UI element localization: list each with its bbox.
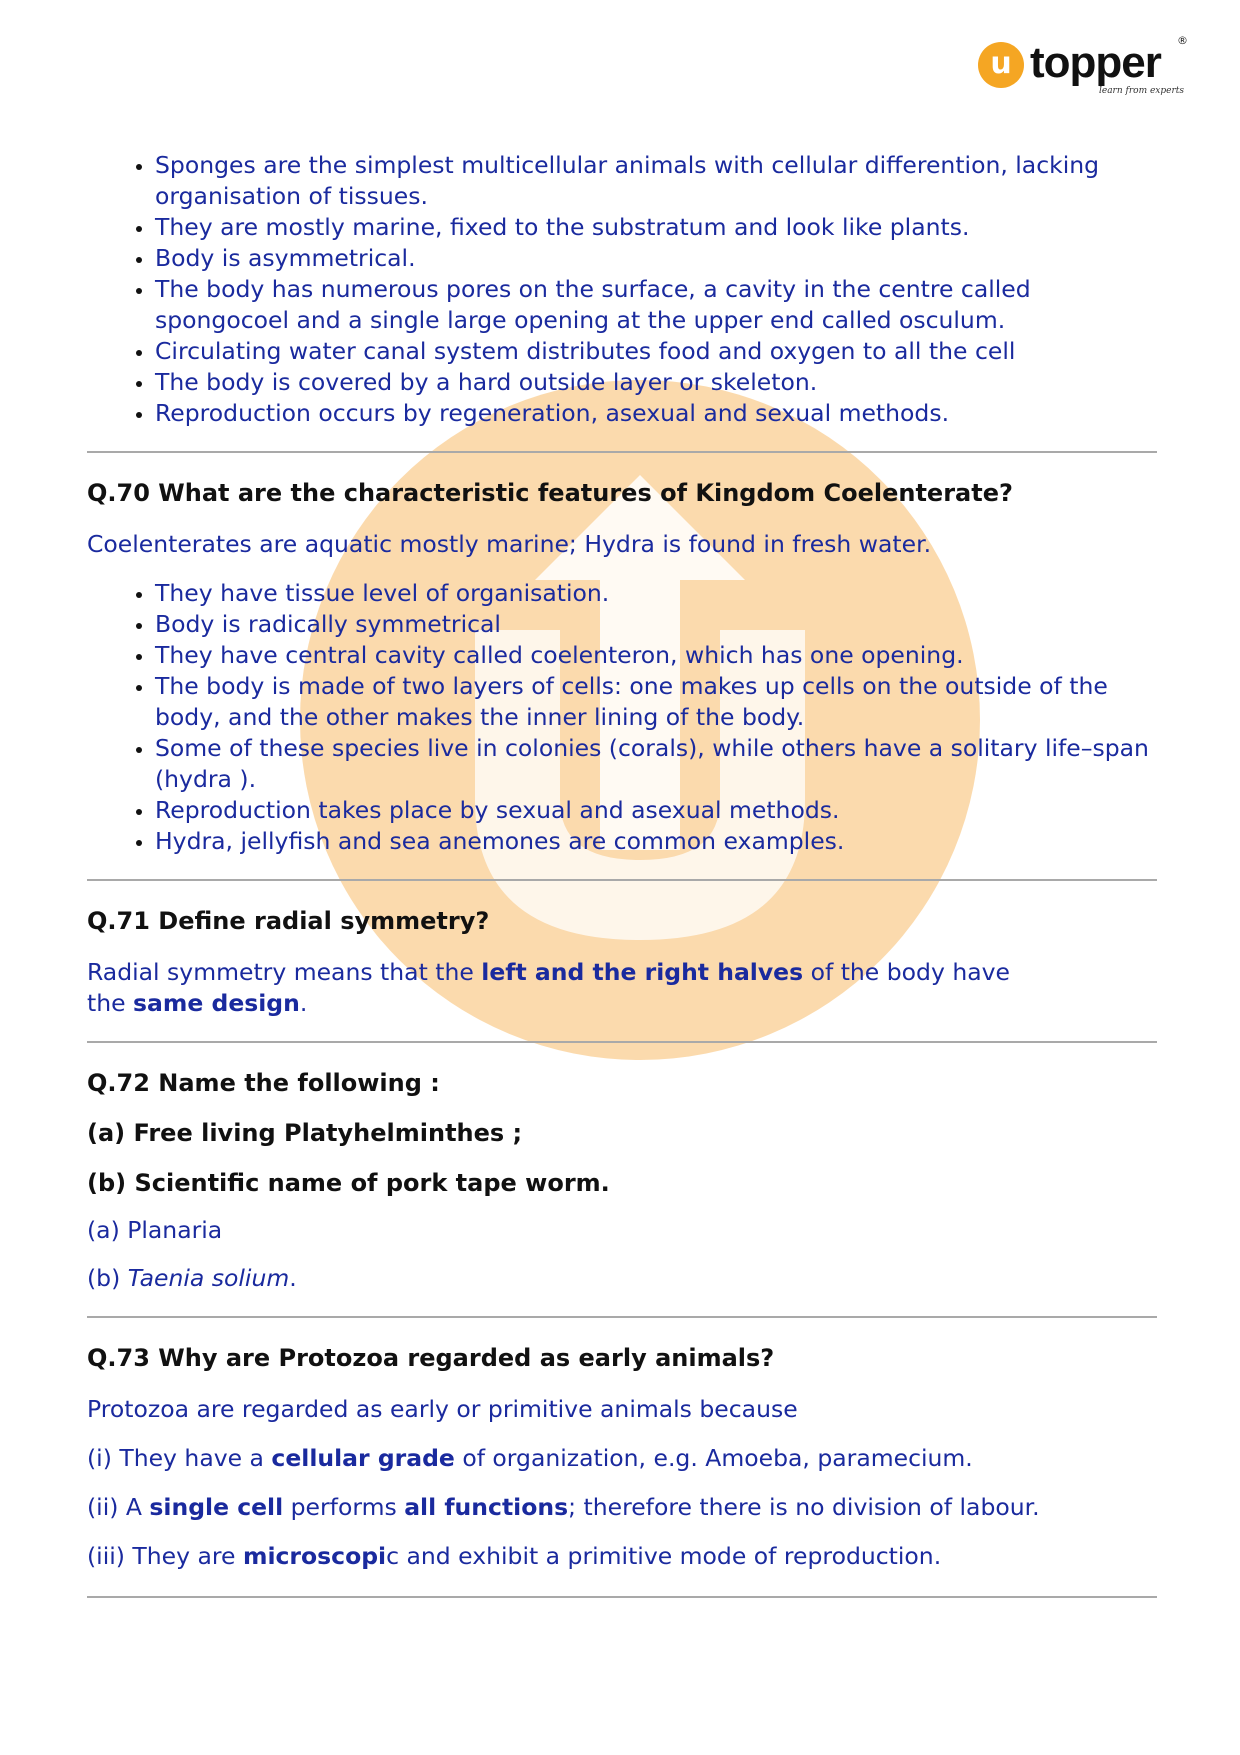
list-item: • The body is covered by a hard outside layer or skeleton.: [155, 367, 1157, 398]
list-item: • They have central cavity called coelenteron, which has one opening.: [155, 640, 1157, 671]
logo-tagline: learn from experts: [1098, 86, 1184, 96]
divider: [87, 451, 1157, 453]
list-item: • Hydra, jellyfish and sea anemones are common examples.: [155, 826, 1157, 857]
list-item: • Circulating water canal system distributes food and oxygen to all the cell: [155, 336, 1157, 367]
question-70: Q.70 What are the characteristic features of Kingdom Coelenterate?: [87, 479, 1013, 507]
question-72-part-b: (b) Scientific name of pork tape worm.: [87, 1169, 610, 1197]
topper-logo: [978, 34, 1188, 100]
logo-wordmark: topper: [1030, 38, 1161, 87]
question-72-part-a: (a) Free living Platyhelminthes ;: [87, 1119, 523, 1147]
list-item: • Body is radically symmetrical: [155, 609, 1157, 640]
question-72: Q.72 Name the following :: [87, 1069, 440, 1097]
divider: [87, 1596, 1157, 1598]
list-item: • The body has numerous pores on the surface, a cavity in the centre called spongocoel and a single large opening at the upper end called osculum.: [155, 274, 1157, 336]
list-item: • Reproduction occurs by regeneration, asexual and sexual methods.: [155, 398, 1157, 429]
list-item: • Sponges are the simplest multicellular animals with cellular differention, lacking organisation of tissues.: [155, 150, 1157, 212]
coelenterate-feature-list: [87, 578, 1157, 857]
answer-72-b: (b) Taenia solium.: [87, 1264, 297, 1292]
logo-registered-mark: ®: [1177, 34, 1188, 47]
answer-73-point-3: (iii) They are microscopic and exhibit a primitive mode of reproduction.: [87, 1542, 942, 1570]
list-item: • Body is asymmetrical.: [155, 243, 1157, 274]
sponge-feature-list: [87, 150, 1157, 429]
answer-73-point-1: (i) They have a cellular grade of organization, e.g. Amoeba, paramecium.: [87, 1444, 973, 1472]
list-item: • The body is made of two layers of cells: one makes up cells on the outside of the body, and the other makes the inner lining of the body.: [155, 671, 1157, 733]
question-73: Q.73 Why are Protozoa regarded as early animals?: [87, 1344, 775, 1372]
logo-u-icon: u: [978, 42, 1024, 88]
answer-73-intro: Protozoa are regarded as early or primitive animals because: [87, 1395, 798, 1423]
answer-73-point-2: (ii) A single cell performs all functions; therefore there is no division of labour.: [87, 1493, 1040, 1521]
list-item: • They have tissue level of organisation.: [155, 578, 1157, 609]
answer-70-intro: Coelenterates are aquatic mostly marine; Hydra is found in fresh water.: [87, 530, 932, 558]
answer-71: Radial symmetry means that the left and the right halves of the body have the same design.: [87, 958, 1010, 1017]
divider: [87, 1316, 1157, 1318]
list-item: • Reproduction takes place by sexual and asexual methods.: [155, 795, 1157, 826]
divider: [87, 1041, 1157, 1043]
list-item: • Some of these species live in colonies (corals), while others have a solitary life–span (hydra ).: [155, 733, 1157, 795]
divider: [87, 879, 1157, 881]
answer-72-a: (a) Planaria: [87, 1216, 223, 1244]
question-71: Q.71 Define radial symmetry?: [87, 907, 490, 935]
content: [87, 150, 1157, 1598]
list-item: • They are mostly marine, fixed to the substratum and look like plants.: [155, 212, 1157, 243]
